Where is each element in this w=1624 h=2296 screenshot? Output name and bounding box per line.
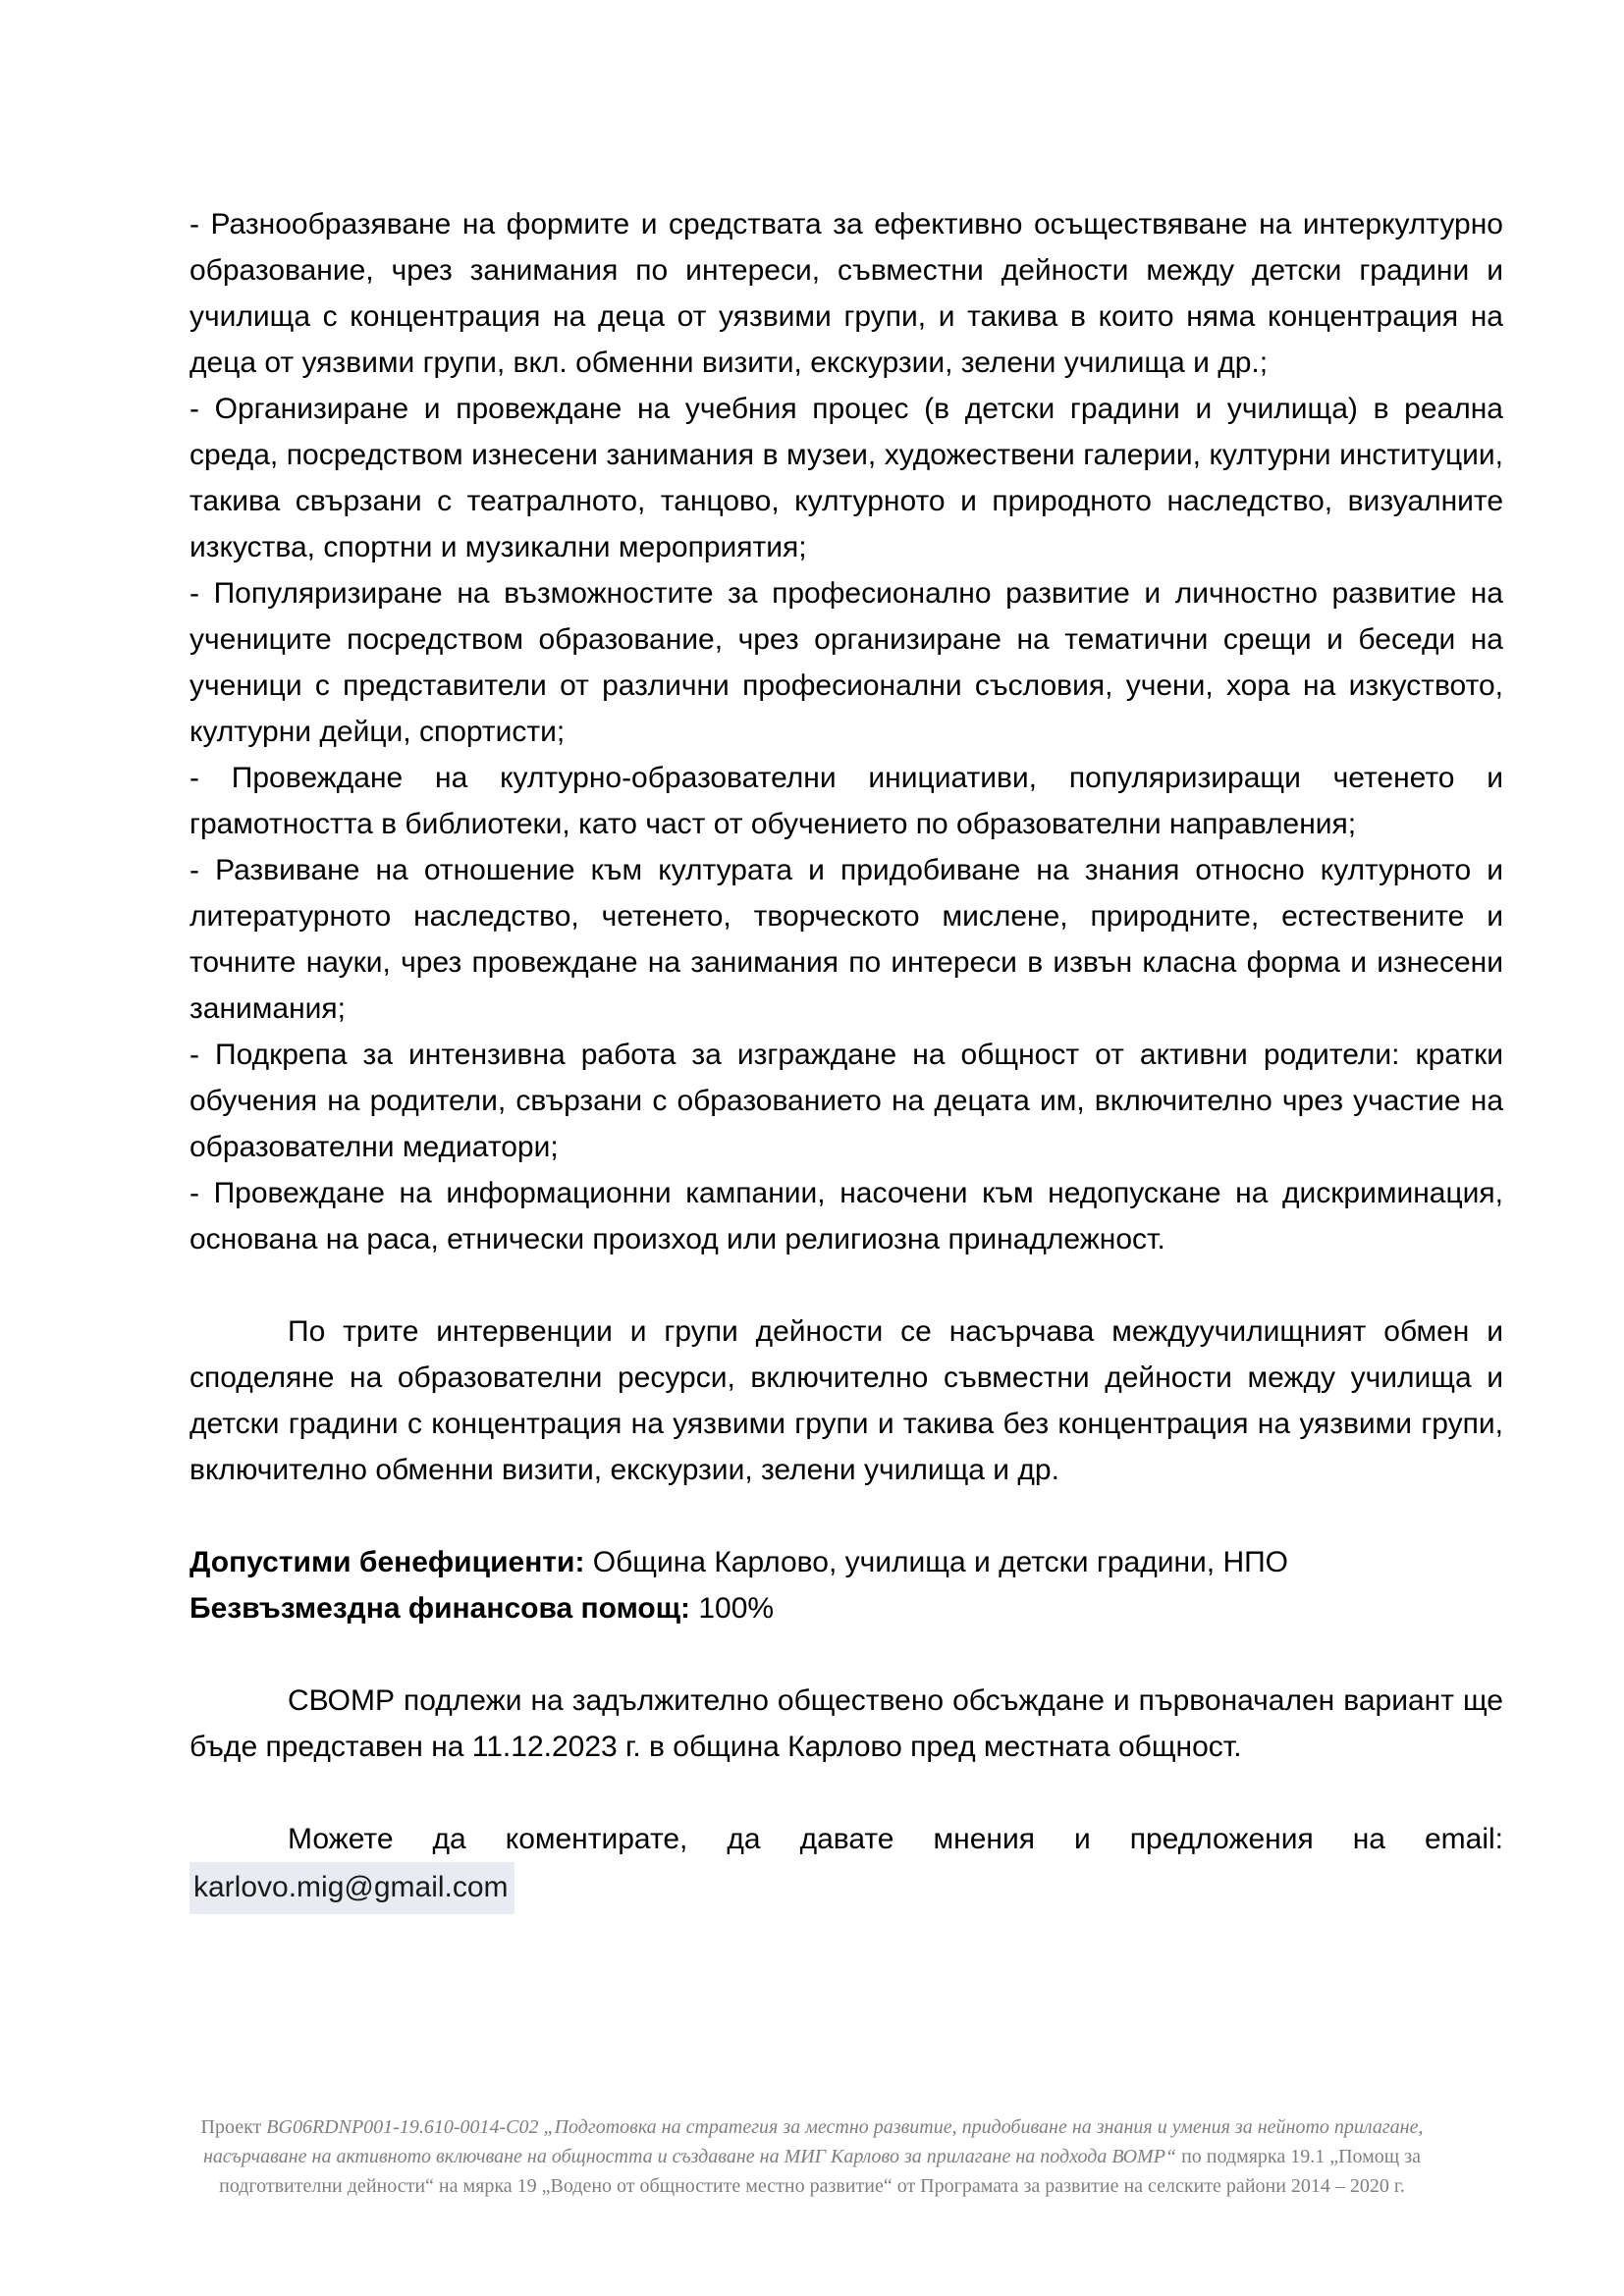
bullet-paragraph: - Развиване на отношение към културата и придобиване на знания относно културното и литературното наследство, четенето, творческото мислене, природните, естествените и точните науки, чрез провеждане на занимания по интереси в извън класна форма и изнесени занимания; xyxy=(189,854,1503,1025)
email-line xyxy=(189,1862,1503,1914)
grant-label: Безвъзмездна финансова помощ: xyxy=(189,1592,691,1625)
document-body xyxy=(189,201,1503,1914)
bullet-paragraph: - Организиране и провеждане на учебния процес (в детски градини и училища) в реална среда, посредством изнесени занимания в музеи, художествени галерии, културни институции, такива свързани с театралното, танцово, културното и природното наследство, визуалните изкуства, спортни и музикални мероприятия; xyxy=(189,393,1503,563)
bullet-paragraph: - Разнообразяване на формите и средствата за ефективно осъществяване на интеркултурно образование, чрез занимания по интереси, съвместни дейности между детски градини и училища с концентрация на деца от уязвими групи, и такива в които няма концентрация на деца от уязвими групи, вкл. обменни визити, екскурзии, зелени училища и др.; xyxy=(189,208,1503,379)
footer xyxy=(179,2112,1445,2201)
beneficiaries-value: Община Карлово, училища и детски градини, НПО xyxy=(592,1546,1289,1578)
summary-paragraph: По трите интервенции и групи дейности се насърчава междуучилищният обмен и споделяне на образователни ресурси, включително съвместни дейности между училища и детски градини с концентрация на уязвими групи и такива без концентрация на уязвими групи, включително обменни визити, екскурзии, зелени училища и др. xyxy=(189,1315,1503,1486)
beneficiaries-line xyxy=(189,1539,1503,1585)
bullet-paragraph: - Провеждане на информационни кампании, насочени към недопускане на дискриминация, основана на раса, етнически произход или религиозна принадлежност. xyxy=(189,1177,1503,1255)
footer-project-title: BG06RDNP001-19.610-0014-C02 „Подготовка на стратегия за местно развитие, придобиване на знания и умения за нейното прилагане, насърчаване на активното включване на общността и създаване на МИГ Карлово за прилагане на подхода ВОМР“ xyxy=(202,2116,1424,2167)
footer-project-prefix: Проект xyxy=(200,2116,267,2138)
bullet-paragraph: - Подкрепа за интензивна работа за изграждане на общност от активни родители: кратки обучения на родители, свързани с образованието на децата им, включително чрез участие на образователни медиатори; xyxy=(189,1039,1503,1163)
bullet-paragraph: - Провеждане на културно-образователни инициативи, популяризиращи четенето и грамотността в библиотеки, като част от обучението по образователни направления; xyxy=(189,762,1503,840)
comment-paragraph: Можете да коментирате, да давате мнения и предложения на email: xyxy=(288,1823,1503,1855)
beneficiaries-label: Допустими бенефициенти: xyxy=(189,1546,585,1578)
grant-value: 100% xyxy=(698,1592,775,1625)
email-link[interactable]: karlovo.mig@gmail.com xyxy=(189,1862,514,1914)
bullet-paragraph: - Популяризиране на възможностите за професионално развитие и личностно развитие на учениците посредством образование, чрез организиране на тематични срещи и беседи на ученици с представители от различни професионални съсловия, учени, хора на изкуството, културни дейци, спортисти; xyxy=(189,577,1503,748)
footer-programme-text: по подмярка 19.1 „Помощ за подготвителни дейности“ на мярка 19 „Водено от общностите местно развитие“ от Програмата за развитие на селските райони 2014 – 2020 г. xyxy=(219,2146,1421,2197)
svomr-paragraph: СВОМР подлежи на задължително обществено обсъждане и първоначален вариант ще бъде представен на 11.12.2023 г. в община Карлово пред местната общност. xyxy=(189,1684,1503,1763)
grant-line xyxy=(189,1585,1503,1631)
